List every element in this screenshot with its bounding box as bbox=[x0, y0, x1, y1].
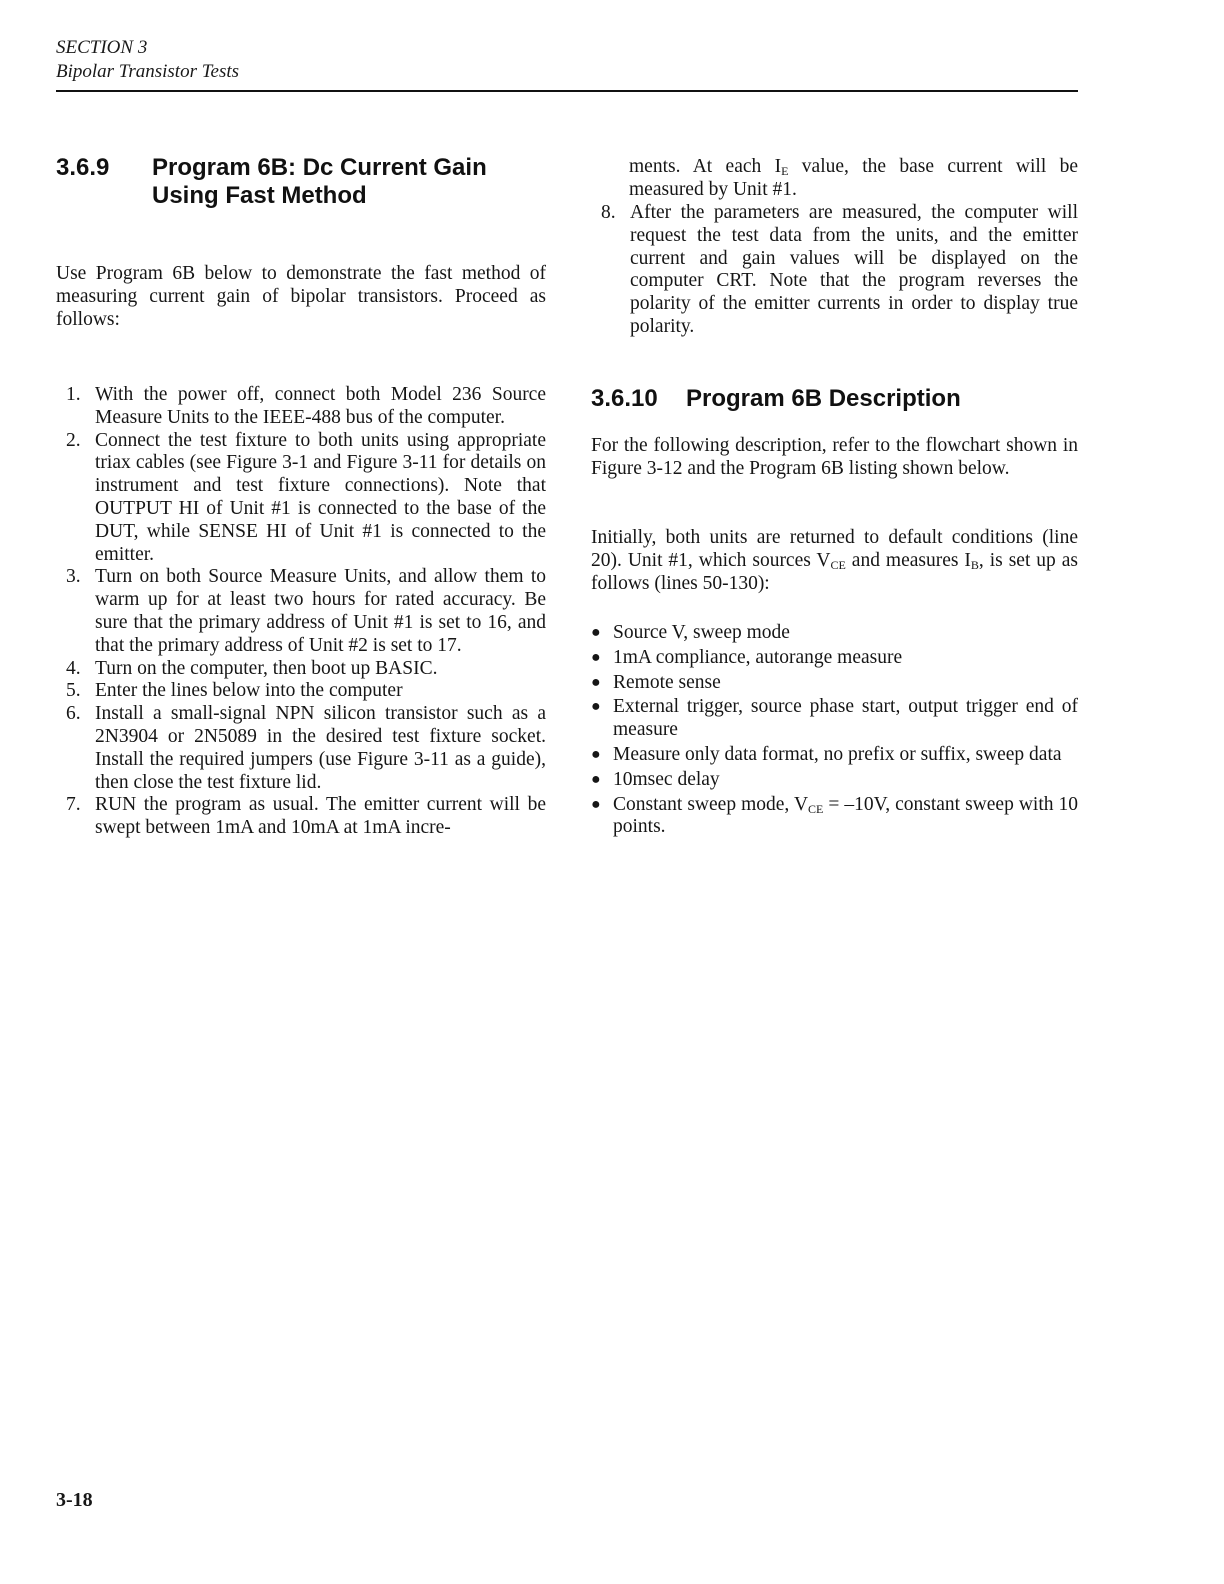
step-text: RUN the program as usual. The emitter current will be swept between 1mA and 10mA at 1mA incre- bbox=[95, 794, 546, 839]
step-number: 1. bbox=[66, 384, 81, 405]
section-label: SECTION 3 bbox=[56, 37, 148, 58]
section-heading-3-6-10 bbox=[591, 385, 961, 413]
bullet-text: Constant sweep mode, $V_{CE} = -10V$, constant sweep with 10 points. bbox=[613, 793, 1079, 838]
step-text: Install a small-signal NPN silicon transistor such as a 2N3904 or 2N5089 in the desired test fixture socket. Install the required jumpers (use Figure 3-11 as a guide), then close the test fixture lid. bbox=[95, 703, 546, 793]
running-header bbox=[56, 36, 239, 84]
step-number: 3. bbox=[66, 566, 81, 588]
bullet-icon: ● bbox=[591, 770, 601, 788]
step-number: 6. bbox=[66, 703, 81, 725]
bullet-icon: ● bbox=[591, 745, 601, 763]
list-item bbox=[591, 202, 1078, 339]
description-paragraph-2: Initially, both units are returned to default conditions (line 20). Unit #1, which sources $V_{CE}$ and measures $I_B$, is set up as follows (lines 50-130): bbox=[591, 527, 1078, 594]
list-item bbox=[56, 384, 546, 430]
page-number: 3-18 bbox=[56, 1489, 93, 1511]
list-item bbox=[56, 430, 546, 567]
step-text: Turn on the computer, then boot up BASIC. bbox=[95, 657, 438, 679]
list-item bbox=[56, 703, 546, 794]
list-item bbox=[56, 794, 546, 840]
intro-paragraph: Use Program 6B below to demonstrate the fast method of measuring current gain of bipolar transistors. Proceed as follows: bbox=[56, 263, 546, 330]
bullet-text: Remote sense bbox=[613, 671, 721, 693]
bullet-text: External trigger, source phase start, output trigger end of measure bbox=[613, 696, 1078, 741]
list-item bbox=[591, 622, 1078, 645]
heading-number: 3.6.10 bbox=[591, 385, 658, 412]
header-rule bbox=[56, 90, 1078, 92]
bullet-icon: ● bbox=[591, 624, 601, 641]
list-item bbox=[591, 769, 1078, 792]
list-item bbox=[591, 672, 1078, 695]
bullet-icon: ● bbox=[591, 698, 601, 716]
list-item bbox=[591, 696, 1078, 742]
heading-title: Program 6B Description bbox=[686, 385, 961, 412]
heading-number: 3.6.9 bbox=[56, 154, 110, 181]
bullet-text: 1mA compliance, autorange measure bbox=[613, 646, 903, 668]
step-number: 2. bbox=[66, 429, 81, 451]
bullet-text: Source V, sweep mode bbox=[613, 622, 790, 643]
procedure-step-8 bbox=[591, 202, 1078, 339]
description-paragraph-1: For the following description, refer to the flowchart shown in Figure 3-12 and the Program 6B listing shown below. bbox=[591, 435, 1078, 479]
list-item bbox=[56, 658, 546, 681]
step-number: 5. bbox=[66, 680, 81, 702]
section-subtitle: Bipolar Transistor Tests bbox=[56, 61, 240, 82]
bullet-icon: ● bbox=[591, 795, 601, 813]
heading-title: Program 6B: Dc Current Gain Using Fast Method bbox=[152, 154, 487, 209]
bullet-text: 10msec delay bbox=[613, 768, 720, 790]
step-text: Connect the test fixture to both units using appropriate triax cables (see Figure 3-1 and Figure 3-11 for details on instrument and test fixture connections). Note that OUTPUT HI of Unit #1 is connected to the base of the DUT, while SENSE HI of Unit #1 is connected to the emitter. bbox=[95, 429, 546, 565]
bullet-icon: ● bbox=[591, 673, 601, 691]
step-7-continuation: ments. At each $I_E$ value, the base current will be measured by Unit #1. bbox=[629, 156, 1079, 200]
step-number: 7. bbox=[66, 794, 81, 816]
section-heading-3-6-9 bbox=[56, 154, 487, 210]
step-text: Turn on both Source Measure Units, and allow them to warm up for at least two hours for rated accuracy. Be sure that the primary address of Unit #1 is set to 16, and that the primary address of Unit #2 is set to 17. bbox=[95, 566, 546, 656]
list-item bbox=[56, 566, 546, 657]
step-number: 4. bbox=[66, 657, 81, 679]
setup-bullets bbox=[591, 622, 1078, 841]
list-item bbox=[56, 680, 546, 703]
procedure-steps bbox=[56, 384, 546, 840]
step-text: Enter the lines below into the computer bbox=[95, 680, 403, 702]
list-item bbox=[591, 794, 1078, 840]
bullet-icon: ● bbox=[591, 648, 601, 666]
step-text: With the power off, connect both Model 236 Source Measure Units to the IEEE-488 bus of the computer. bbox=[95, 384, 546, 428]
step-number: 8. bbox=[601, 202, 616, 223]
list-item bbox=[591, 744, 1078, 767]
bullet-text: Measure only data format, no prefix or suffix, sweep data bbox=[613, 743, 1062, 765]
step-text: After the parameters are measured, the computer will request the test data from the units, and the emitter current and gain values will be displayed on the computer CRT. Note that the program reverses the polarity of the emitter currents in order to display true polarity. bbox=[630, 202, 1078, 337]
list-item bbox=[591, 647, 1078, 670]
